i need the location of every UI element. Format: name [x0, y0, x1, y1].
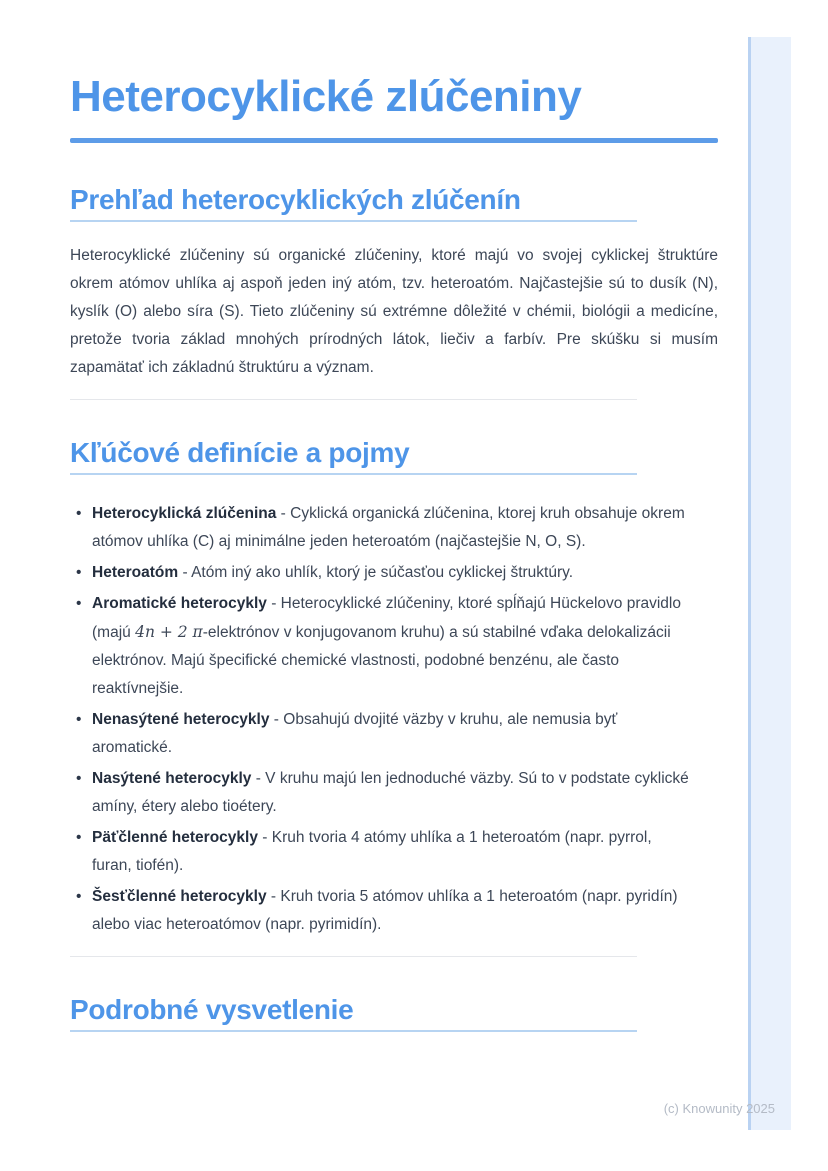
- list-item: • Päťčlenné heterocykly - Kruh tvoria 4 atómy uhlíka a 1 heteroatóm (napr. pyrrol, furan, tiofén).: [70, 824, 690, 880]
- title-rule: [70, 138, 718, 143]
- document-content: [70, 0, 718, 1032]
- section-heading-detail: Podrobné vysvetlenie: [70, 994, 354, 1025]
- list-item: • Heterocyklická zlúčenina - Cyklická organická zlúčenina, ktorej kruh obsahuje okrem atómov uhlíka (C) aj minimálne jeden heteroatóm (najčastejšie N, O, S).: [70, 500, 690, 556]
- section-detail-heading-wrap: [70, 993, 637, 1032]
- definition-term: Nasýtené heterocykly: [92, 770, 252, 787]
- document-title: Heterocyklické zlúčeniny: [70, 72, 582, 121]
- definitions-list: [70, 500, 690, 939]
- section-heading-overview: Prehľad heterocyklických zlúčenín: [70, 184, 521, 215]
- section-overview-heading-wrap: [70, 183, 637, 222]
- definition-term: Heterocyklická zlúčenina: [92, 505, 277, 522]
- list-item: • Aromatické heterocykly - Heterocyklické zlúčeniny, ktoré spĺňajú Hückelovo pravidlo (majú 4n + 2 π-elektrónov v konjugovanom kruhu) a sú stabilné vďaka delokalizácii elektrónov. Majú špecifické chemické vlastnosti, podobné benzénu, ale často reaktívnejšie.: [70, 590, 690, 703]
- definition-term: Heteroatóm: [92, 564, 179, 581]
- definition-term: Šesťčlenné heterocykly: [92, 888, 267, 905]
- section-divider: [70, 956, 637, 957]
- list-item: • Šesťčlenné heterocykly - Kruh tvoria 5 atómov uhlíka a 1 heteroatóm (napr. pyridín) alebo viac heteroatómov (napr. pyrimidín).: [70, 883, 690, 939]
- math-expression: 4n + 2 π: [135, 623, 203, 641]
- section-heading-definitions: Kľúčové definície a pojmy: [70, 437, 410, 468]
- side-highlight-strip: [748, 37, 791, 1130]
- definition-term: Nenasýtené heterocykly: [92, 711, 270, 728]
- overview-paragraph: Heterocyklické zlúčeniny sú organické zlúčeniny, ktoré majú vo svojej cyklickej štruktúre okrem atómov uhlíka aj aspoň jeden iný atóm, tzv. heteroatóm. Najčastejšie sú to dusík (N), kyslík (O) alebo síra (S). Tieto zlúčeniny sú extrémne dôležité v chémii, biológii a medicíne, pretože tvoria základ mnohých prírodných látok, liečiv a farbív. Pre skúšku si musím zapamätať ich základnú štruktúru a význam.: [70, 247, 718, 376]
- list-item: • Nasýtené heterocykly - V kruhu majú len jednoduché väzby. Sú to v podstate cyklické amíny, étery alebo tioétery.: [70, 765, 690, 821]
- definition-term: Päťčlenné heterocykly: [92, 829, 258, 846]
- definition-term: Aromatické heterocykly: [92, 595, 267, 612]
- footer-credit: (c) Knowunity 2025: [663, 1101, 775, 1116]
- list-item: • Nenasýtené heterocykly - Obsahujú dvojité väzby v kruhu, ale nemusia byť aromatické.: [70, 706, 690, 762]
- section-divider: [70, 399, 637, 400]
- list-item: • Heteroatóm - Atóm iný ako uhlík, ktorý je súčasťou cyklickej štruktúry.: [70, 559, 690, 587]
- section-definitions-heading-wrap: [70, 436, 637, 475]
